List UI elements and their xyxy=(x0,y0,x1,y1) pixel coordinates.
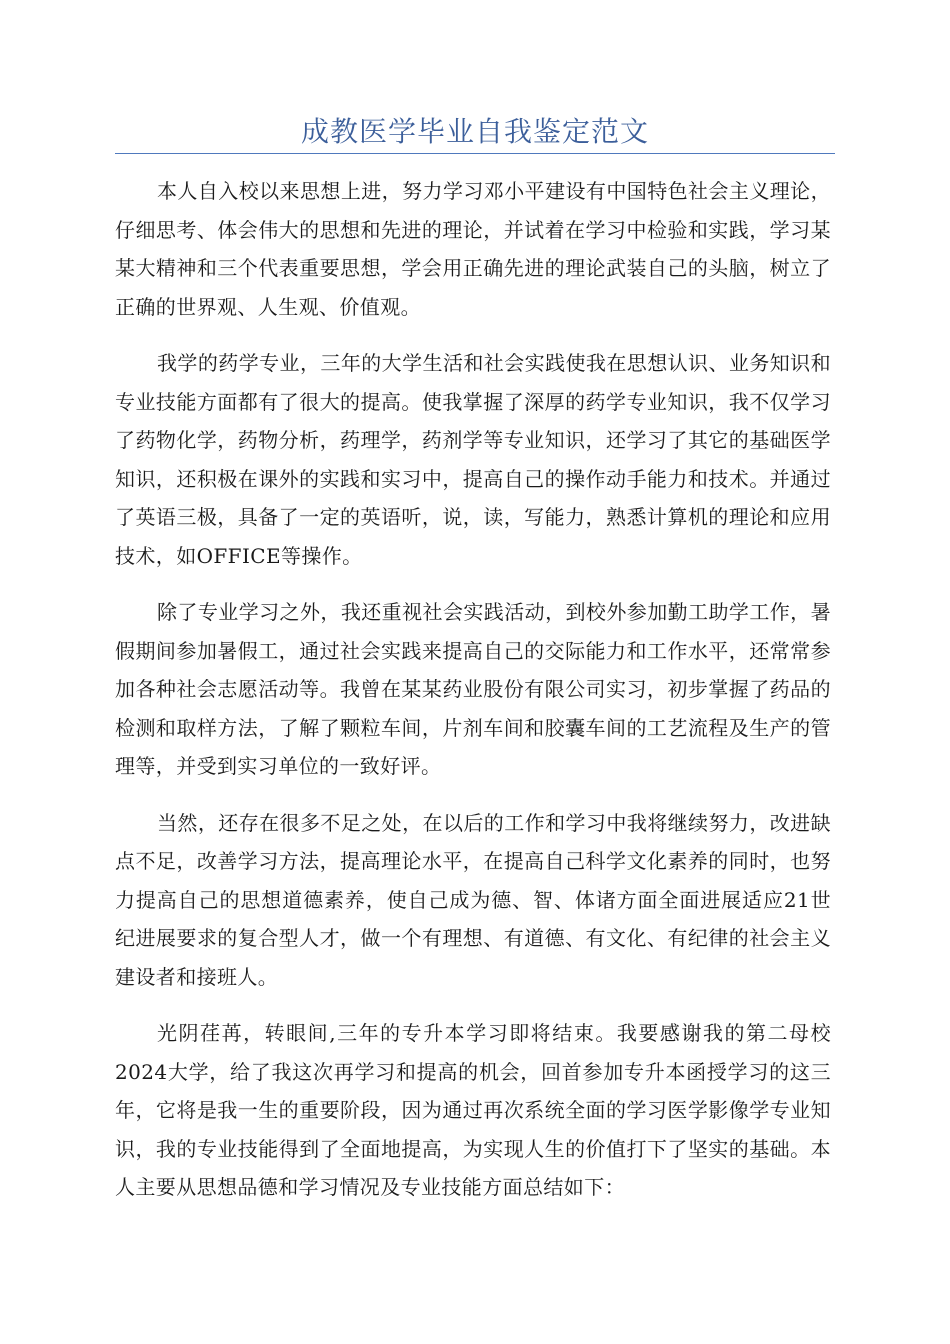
document-title: 成教医学毕业自我鉴定范文 xyxy=(300,115,649,148)
paragraph-3: 除了专业学习之外，我还重视社会实践活动，到校外参加勤工助学工作，暑假期间参加暑假工，通过社会实践来提高自己的交际能力和工作水平，还常常参加各种社会志愿活动等。我曾在某某药业股份有限公司实习，初步掌握了药品的检测和取样方法，了解了颗粒车间，片剂车间和胶囊车间的工艺流程及生产的管理等，并受到实习单位的一致好评。 xyxy=(115,600,831,778)
title-underline xyxy=(115,153,835,154)
paragraph-5: 光阴荏苒，转眼间,三年的专升本学习即将结束。我要感谢我的第二母校2024大学，给了我这次再学习和提高的机会，回首参加专升本函授学习的这三年，它将是我一生的重要阶段，因为通过再次系统全面的学习医学影像学专业知识，我的专业技能得到了全面地提高，为实现人生的价值打下了坚实的基础。本人主要从思想品德和学习情况及专业技能方面总结如下： xyxy=(115,1021,831,1199)
paragraph-2: 我学的药学专业，三年的大学生活和社会实践使我在思想认识、业务知识和专业技能方面都有了很大的提高。使我掌握了深厚的药学专业知识，我不仅学习了药物化学，药物分析，药理学，药剂学等专业知识，还学习了其它的基础医学知识，还积极在课外的实践和实习中，提高自己的操作动手能力和技术。并通过了英语三极，具备了一定的英语听，说，读，写能力，熟悉计算机的理论和应用技术，如OFFICE等操作。 xyxy=(115,351,831,568)
paragraph-4: 当然，还存在很多不足之处，在以后的工作和学习中我将继续努力，改进缺点不足，改善学习方法，提高理论水平，在提高自己科学文化素养的同时，也努力提高自己的思想道德素养，使自己成为德、智、体诸方面全面进展适应21世纪进展要求的复合型人才，做一个有理想、有道德、有文化、有纪律的社会主义建设者和接班人。 xyxy=(115,810,831,989)
document-body xyxy=(115,172,831,1225)
paragraph-1: 本人自入校以来思想上进，努力学习邓小平建设有中国特色社会主义理论，仔细思考、体会伟大的思想和先进的理论，并试着在学习中检验和实践，学习某某大精神和三个代表重要思想，学会用正确先进的理论武装自己的头脑，树立了正确的世界观、人生观、价值观。 xyxy=(115,179,831,319)
